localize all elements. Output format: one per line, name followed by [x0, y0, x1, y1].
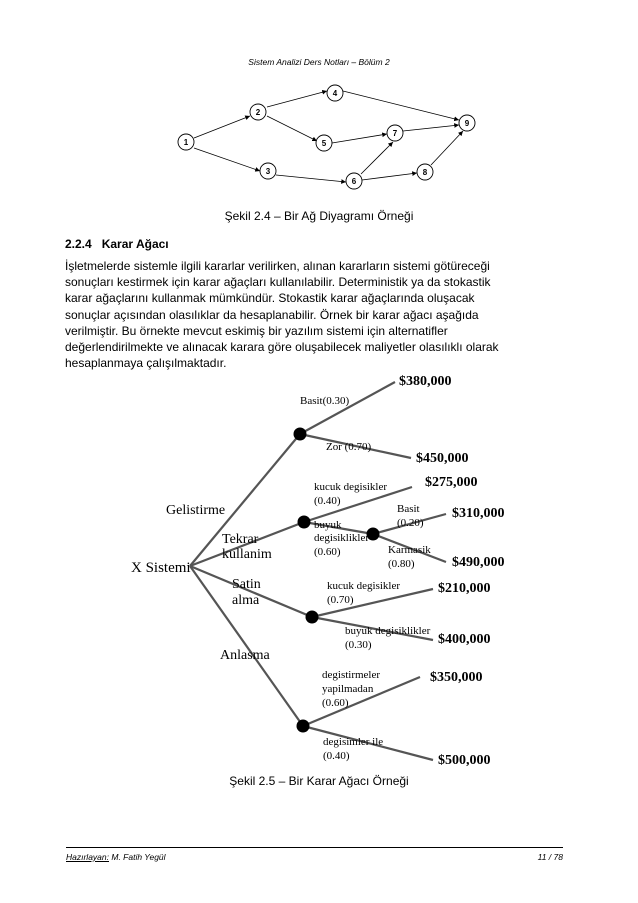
svg-text:6: 6	[351, 177, 357, 186]
paragraph-line: İşletmelerde sistemle ilgili kararlar verilirken, alınan kararların sistemi götüreceği	[65, 259, 490, 273]
svg-text:5: 5	[321, 139, 327, 148]
prob-tek-buyuk-b: degisiklikler	[314, 532, 369, 544]
prob-tek-kucuk-b: (0.40)	[314, 495, 341, 507]
value-tek-3: $490,000	[452, 555, 505, 570]
prob-gel-basit: Basit(0.30)	[300, 395, 350, 407]
chance-node-anlasma	[297, 720, 310, 733]
chance-node-gelistirme	[294, 428, 307, 441]
prob-anl-deg-a: degistirmeler	[322, 669, 381, 681]
paragraph-line: değerlendirilmekte ve alınacak karara göre oluşabilecek maliyetler olasılıklı olarak	[65, 340, 499, 355]
svg-text:4: 4	[332, 89, 338, 98]
prob-tek-basit-b: (0.20)	[397, 517, 424, 529]
prob-tek-buyuk-a: buyuk	[314, 519, 342, 531]
prob-tek-basit-a: Basit	[397, 503, 420, 515]
prob-anl-ile-a: degisimler ile	[323, 736, 384, 748]
svg-text:7: 7	[392, 129, 398, 138]
alt-alma: alma	[232, 593, 260, 608]
footer-author-name: M. Fatih Yegül	[109, 852, 166, 862]
value-gel-2: $450,000	[416, 451, 469, 466]
tree-root-label: X Sistemi	[131, 560, 191, 576]
alt-anlasma: Anlasma	[220, 648, 270, 663]
prob-anl-deg-c: (0.60)	[322, 697, 349, 709]
alt-gelistirme: Gelistirme	[166, 503, 226, 518]
alt-tekrar: Tekrar	[222, 532, 259, 547]
figure-caption-network: Şekil 2.4 – Bir Ağ Diyagramı Örneği	[224, 209, 414, 223]
section-title: Karar Ağacı	[101, 237, 169, 251]
figure-caption-tree: Şekil 2.5 – Bir Karar Ağacı Örneği	[229, 774, 409, 788]
alt-satin: Satin	[232, 577, 261, 592]
svg-text:3: 3	[265, 167, 271, 176]
branch-gel-basit	[300, 382, 395, 434]
paragraph-line: hesaplanmaya çalışılmaktadır.	[65, 356, 227, 371]
value-anl-1: $350,000	[430, 670, 483, 685]
value-gel-1: $380,000	[399, 374, 452, 389]
value-sat-2: $400,000	[438, 632, 491, 647]
page-footer	[66, 847, 563, 862]
svg-text:9: 9	[464, 119, 470, 128]
tree-branches	[190, 382, 446, 760]
tree-labels	[131, 374, 505, 768]
prob-anl-deg-b: yapilmadan	[322, 683, 374, 695]
footer-author	[66, 852, 166, 862]
prob-anl-ile-b: (0.40)	[323, 750, 350, 762]
paragraph-line: verilmiştir. Bu örnekte mevcut eskimiş bir yazılım sistemi için alternatifler	[65, 323, 448, 338]
section-number: 2.2.4	[65, 237, 92, 251]
value-tek-2: $310,000	[452, 506, 505, 521]
value-tek-1: $275,000	[425, 475, 478, 490]
prob-tek-karmasik-a: Karmasik	[388, 544, 431, 556]
prob-sat-kucuk-b: (0.70)	[327, 594, 354, 606]
prob-sat-kucuk-a: kucuk degisikler	[327, 580, 401, 592]
prob-sat-buyuk-a: buyuk degisiklikler	[345, 625, 431, 637]
prob-tek-karmasik-b: (0.80)	[388, 558, 415, 570]
svg-text:8: 8	[422, 168, 428, 177]
value-sat-1: $210,000	[438, 581, 491, 596]
prob-tek-kucuk-a: kucuk degisikler	[314, 481, 388, 493]
prob-tek-buyuk-c: (0.60)	[314, 546, 341, 558]
page-header: Sistem Analizi Ders Notları – Bölüm 2	[248, 57, 390, 67]
prob-sat-buyuk-b: (0.30)	[345, 639, 372, 651]
chance-node-satin	[306, 611, 319, 624]
svg-text:2: 2	[255, 108, 261, 117]
value-anl-2: $500,000	[438, 753, 491, 768]
paragraph-line: karar ağaçlarını kullanmak mümkündür. Stokastik karar ağaçlarında oluşacak	[65, 291, 475, 306]
paragraph-line: sonuçları kestirmek için karar ağaçları kullanılabilir. Deterministik ya da stokastik	[65, 275, 491, 290]
alt-kullanim: kullanim	[222, 547, 272, 562]
page-number: 11 / 78	[537, 852, 563, 862]
prob-gel-zor: Zor (0.70)	[326, 441, 372, 453]
svg-text:1: 1	[183, 138, 189, 147]
paragraph-line: sonuçlar açısından olasılıklar da hesaplanabilir. Örnek bir karar ağacı aşağıda	[65, 307, 479, 322]
chance-node-tekrar	[298, 516, 311, 529]
footer-prepared-label: Hazırlayan:	[66, 852, 109, 862]
